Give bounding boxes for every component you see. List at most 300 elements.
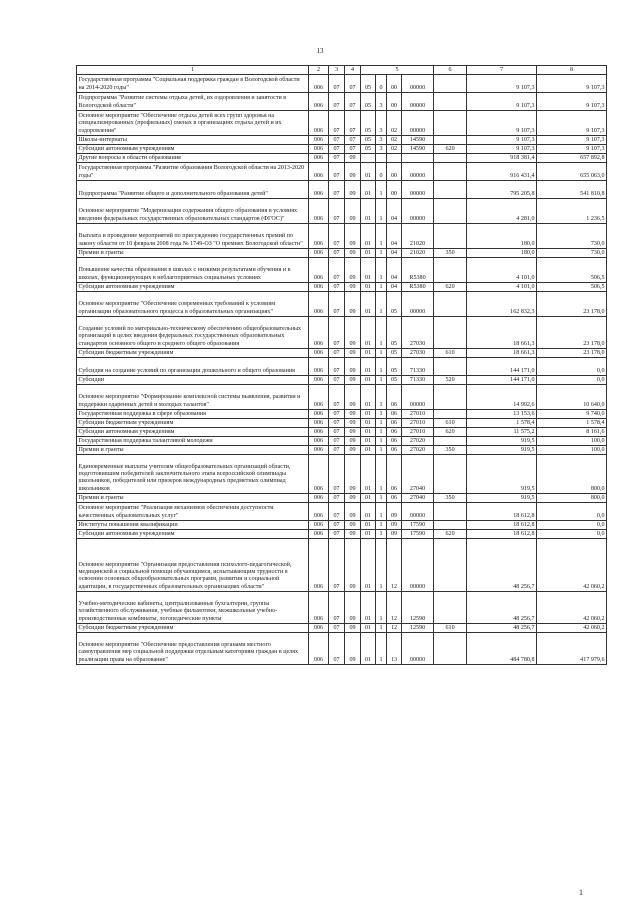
- target-code-part3-cell: 05: [387, 292, 402, 317]
- row-name-cell: Субсидии автономным учреждениям: [77, 145, 309, 154]
- section-code-cell: 07: [329, 136, 345, 145]
- ministry-code-cell: 006: [309, 181, 329, 199]
- target-code-part4-cell: 71330: [402, 376, 434, 385]
- amount-second-year-cell: 0,0: [537, 376, 607, 385]
- ministry-code-cell: 006: [309, 376, 329, 385]
- table-row: [77, 624, 607, 633]
- amount-first-year-cell: 9 107,3: [467, 111, 537, 136]
- target-code-part3-cell: 04: [387, 258, 402, 283]
- subsection-code-cell: 09: [345, 358, 361, 376]
- row-name-cell: Субсидии автономным учреждениям: [77, 428, 309, 437]
- expense-type-cell: [434, 633, 467, 665]
- amount-second-year-cell: 730,0: [537, 224, 607, 249]
- target-code-part2-cell: [376, 154, 387, 163]
- amount-second-year-cell: 9 107,3: [537, 145, 607, 154]
- subsection-code-cell: 09: [345, 633, 361, 665]
- ministry-code-cell: 006: [309, 154, 329, 163]
- amount-second-year-cell: 0,0: [537, 503, 607, 521]
- subsection-code-cell: 09: [345, 428, 361, 437]
- amount-first-year-cell: 144 171,0: [467, 376, 537, 385]
- table-row: [77, 224, 607, 249]
- amount-second-year-cell: 1 236,5: [537, 199, 607, 224]
- table-row: [77, 446, 607, 455]
- ministry-code-cell: 006: [309, 145, 329, 154]
- table-row: [77, 349, 607, 358]
- row-name-cell: Субсидии бюджетным учреждениям: [77, 624, 309, 633]
- row-name-cell: Премии и гранты: [77, 446, 309, 455]
- expense-type-cell: 520: [434, 376, 467, 385]
- amount-first-year-cell: 162 832,3: [467, 292, 537, 317]
- expense-type-cell: [434, 410, 467, 419]
- table-row: [77, 503, 607, 521]
- ministry-code-cell: 006: [309, 93, 329, 111]
- subsection-code-cell: 09: [345, 437, 361, 446]
- subsection-code-cell: 09: [345, 530, 361, 539]
- target-code-part3-cell: 12: [387, 539, 402, 592]
- target-code-part4-cell: 17590: [402, 530, 434, 539]
- subsection-code-cell: 09: [345, 446, 361, 455]
- section-code-cell: 07: [329, 376, 345, 385]
- subsection-code-cell: 07: [345, 75, 361, 93]
- amount-first-year-cell: 4 281,0: [467, 199, 537, 224]
- ministry-code-cell: 006: [309, 317, 329, 349]
- target-code-part2-cell: 1: [376, 385, 387, 410]
- ministry-code-cell: 006: [309, 249, 329, 258]
- amount-first-year-cell: 9 107,3: [467, 145, 537, 154]
- section-code-cell: 07: [329, 521, 345, 530]
- target-code-part3-cell: [387, 154, 402, 163]
- target-code-part2-cell: 1: [376, 224, 387, 249]
- section-code-cell: 07: [329, 154, 345, 163]
- row-name-cell: Субсидия на создание условий по организации дошкольного и общего образования: [77, 358, 309, 376]
- section-code-cell: 07: [329, 410, 345, 419]
- table-row: [77, 530, 607, 539]
- target-code-part2-cell: 1: [376, 283, 387, 292]
- amount-second-year-cell: 506,5: [537, 258, 607, 283]
- target-code-part2-cell: 1: [376, 494, 387, 503]
- target-code-part2-cell: 1: [376, 530, 387, 539]
- amount-second-year-cell: 23 178,0: [537, 349, 607, 358]
- amount-second-year-cell: 417 979,6: [537, 633, 607, 665]
- target-code-part1-cell: 01: [361, 455, 376, 494]
- section-code-cell: 07: [329, 419, 345, 428]
- target-code-part1-cell: 01: [361, 633, 376, 665]
- amount-second-year-cell: 730,0: [537, 249, 607, 258]
- target-code-part4-cell: 27020: [402, 446, 434, 455]
- table-row: [77, 419, 607, 428]
- expense-type-cell: 350: [434, 249, 467, 258]
- amount-second-year-cell: 9 107,3: [537, 111, 607, 136]
- row-name-cell: Государственная поддержка в сфере образования: [77, 410, 309, 419]
- table-row: [77, 455, 607, 494]
- section-code-cell: 07: [329, 358, 345, 376]
- ministry-code-cell: 006: [309, 358, 329, 376]
- target-code-part1-cell: 05: [361, 75, 376, 93]
- table-row: [77, 410, 607, 419]
- table-row: [77, 249, 607, 258]
- section-code-cell: 07: [329, 317, 345, 349]
- target-code-part2-cell: 1: [376, 437, 387, 446]
- target-code-part2-cell: 1: [376, 317, 387, 349]
- ministry-code-cell: 006: [309, 521, 329, 530]
- expense-type-cell: [434, 154, 467, 163]
- section-code-cell: 07: [329, 224, 345, 249]
- target-code-part3-cell: 04: [387, 224, 402, 249]
- section-code-cell: 07: [329, 633, 345, 665]
- ministry-code-cell: 006: [309, 539, 329, 592]
- expense-type-cell: [434, 358, 467, 376]
- target-code-part3-cell: 02: [387, 111, 402, 136]
- amount-second-year-cell: 9 107,3: [537, 75, 607, 93]
- table-row: [77, 136, 607, 145]
- amount-second-year-cell: 9 740,0: [537, 410, 607, 419]
- amount-second-year-cell: 0,0: [537, 530, 607, 539]
- target-code-part1-cell: 01: [361, 539, 376, 592]
- target-code-part3-cell: 06: [387, 385, 402, 410]
- amount-second-year-cell: 23 178,0: [537, 292, 607, 317]
- table-body: [77, 75, 607, 665]
- row-name-cell: Субсидии: [77, 376, 309, 385]
- row-name-cell: Основное мероприятие "Модернизация содержания общего образования в условиях введения федеральных государственных образовательных стандартов (ФГОС)": [77, 199, 309, 224]
- amount-first-year-cell: 11 575,2: [467, 428, 537, 437]
- target-code-part1-cell: 01: [361, 530, 376, 539]
- budget-table: [76, 65, 607, 665]
- target-code-part2-cell: 1: [376, 539, 387, 592]
- target-code-part2-cell: 1: [376, 292, 387, 317]
- amount-second-year-cell: 9 107,3: [537, 136, 607, 145]
- section-code-cell: 07: [329, 111, 345, 136]
- column-header: 6: [434, 66, 467, 75]
- amount-second-year-cell: 506,5: [537, 283, 607, 292]
- target-code-part1-cell: 01: [361, 163, 376, 181]
- amount-first-year-cell: 4 101,0: [467, 283, 537, 292]
- ministry-code-cell: 006: [309, 633, 329, 665]
- subsection-code-cell: 07: [345, 93, 361, 111]
- table-row: [77, 592, 607, 624]
- expense-type-cell: 620: [434, 283, 467, 292]
- table-row: [77, 358, 607, 376]
- ministry-code-cell: 006: [309, 136, 329, 145]
- target-code-part4-cell: 27010: [402, 410, 434, 419]
- target-code-part2-cell: 1: [376, 249, 387, 258]
- target-code-part2-cell: 1: [376, 349, 387, 358]
- expense-type-cell: 350: [434, 446, 467, 455]
- target-code-part4-cell: 00000: [402, 199, 434, 224]
- target-code-part2-cell: 3: [376, 136, 387, 145]
- row-name-cell: Субсидии бюджетным учреждениям: [77, 419, 309, 428]
- target-code-part3-cell: 06: [387, 410, 402, 419]
- row-name-cell: Основное мероприятие "Обеспечение предоставления органами местного самоуправления мер социальной поддержки отдельным категориям граждан в целях реализации права на образование": [77, 633, 309, 665]
- target-code-part4-cell: 00000: [402, 385, 434, 410]
- amount-second-year-cell: 100,0: [537, 437, 607, 446]
- amount-first-year-cell: 18 612,8: [467, 521, 537, 530]
- section-code-cell: 07: [329, 145, 345, 154]
- target-code-part4-cell: 12590: [402, 624, 434, 633]
- target-code-part2-cell: 1: [376, 446, 387, 455]
- target-code-part4-cell: 00000: [402, 93, 434, 111]
- row-name-cell: Основное мероприятие "Обеспечение современных требований к условиям организации образовательного процесса в образовательных организациях": [77, 292, 309, 317]
- section-code-cell: 07: [329, 75, 345, 93]
- target-code-part4-cell: 00000: [402, 292, 434, 317]
- target-code-part1-cell: 01: [361, 437, 376, 446]
- amount-first-year-cell: 1 578,4: [467, 419, 537, 428]
- target-code-part4-cell: 12590: [402, 592, 434, 624]
- ministry-code-cell: 006: [309, 111, 329, 136]
- amount-first-year-cell: 180,0: [467, 249, 537, 258]
- target-code-part1-cell: 05: [361, 136, 376, 145]
- amount-first-year-cell: 919,5: [467, 446, 537, 455]
- subsection-code-cell: 09: [345, 292, 361, 317]
- target-code-part2-cell: 3: [376, 111, 387, 136]
- target-code-part2-cell: 0: [376, 163, 387, 181]
- target-code-part3-cell: 09: [387, 503, 402, 521]
- column-header: 8: [537, 66, 607, 75]
- page-number: 13: [316, 47, 324, 55]
- row-name-cell: Премии и гранты: [77, 494, 309, 503]
- amount-second-year-cell: 0,0: [537, 358, 607, 376]
- row-name-cell: Основное мероприятие "Реализация механизмов обеспечения доступности качественных образовательных услуг": [77, 503, 309, 521]
- target-code-part1-cell: [361, 154, 376, 163]
- subsection-code-cell: 09: [345, 539, 361, 592]
- subsection-code-cell: 09: [345, 349, 361, 358]
- amount-first-year-cell: 919,5: [467, 494, 537, 503]
- column-header: 7: [467, 66, 537, 75]
- target-code-part4-cell: 71330: [402, 358, 434, 376]
- amount-first-year-cell: 14 992,6: [467, 385, 537, 410]
- target-code-part2-cell: 1: [376, 358, 387, 376]
- ministry-code-cell: 006: [309, 437, 329, 446]
- subsection-code-cell: 09: [345, 624, 361, 633]
- target-code-part1-cell: 05: [361, 93, 376, 111]
- row-name-cell: Подпрограмма "Развитие общего и дополнительного образования детей": [77, 181, 309, 199]
- target-code-part2-cell: 1: [376, 503, 387, 521]
- subsection-code-cell: 09: [345, 385, 361, 410]
- expense-type-cell: [434, 539, 467, 592]
- target-code-part4-cell: 00000: [402, 181, 434, 199]
- section-code-cell: 07: [329, 503, 345, 521]
- table-row: [77, 181, 607, 199]
- amount-second-year-cell: 657 892,8: [537, 154, 607, 163]
- target-code-part1-cell: 05: [361, 111, 376, 136]
- subsection-code-cell: 09: [345, 376, 361, 385]
- table-row: [77, 376, 607, 385]
- target-code-part3-cell: 06: [387, 437, 402, 446]
- ministry-code-cell: 006: [309, 428, 329, 437]
- amount-first-year-cell: 18 661,3: [467, 349, 537, 358]
- target-code-part2-cell: 3: [376, 93, 387, 111]
- ministry-code-cell: 006: [309, 292, 329, 317]
- amount-second-year-cell: 42 060,2: [537, 624, 607, 633]
- section-code-cell: 07: [329, 292, 345, 317]
- target-code-part4-cell: 27010: [402, 419, 434, 428]
- expense-type-cell: 620: [434, 530, 467, 539]
- target-code-part3-cell: 06: [387, 428, 402, 437]
- amount-first-year-cell: 18 661,3: [467, 317, 537, 349]
- target-code-part3-cell: 00: [387, 163, 402, 181]
- expense-type-cell: 620: [434, 145, 467, 154]
- subsection-code-cell: 09: [345, 154, 361, 163]
- subsection-code-cell: 09: [345, 419, 361, 428]
- target-code-part4-cell: 27040: [402, 494, 434, 503]
- target-code-part2-cell: 1: [376, 199, 387, 224]
- ministry-code-cell: 006: [309, 624, 329, 633]
- target-code-part3-cell: 04: [387, 283, 402, 292]
- column-header: 5: [361, 66, 434, 75]
- row-name-cell: Государственная программа "Социальная поддержка граждан в Вологодской области на 2014-2020 годы": [77, 75, 309, 93]
- subsection-code-cell: 07: [345, 145, 361, 154]
- ministry-code-cell: 006: [309, 446, 329, 455]
- target-code-part1-cell: 01: [361, 317, 376, 349]
- expense-type-cell: 610: [434, 349, 467, 358]
- section-code-cell: 07: [329, 494, 345, 503]
- table-row: [77, 283, 607, 292]
- target-code-part2-cell: 1: [376, 624, 387, 633]
- table-row: [77, 521, 607, 530]
- expense-type-cell: [434, 224, 467, 249]
- target-code-part4-cell: 14590: [402, 136, 434, 145]
- target-code-part2-cell: 1: [376, 410, 387, 419]
- target-code-part2-cell: 1: [376, 258, 387, 283]
- expense-type-cell: [434, 111, 467, 136]
- target-code-part1-cell: 01: [361, 503, 376, 521]
- amount-first-year-cell: 9 107,3: [467, 75, 537, 93]
- target-code-part3-cell: 09: [387, 530, 402, 539]
- target-code-part3-cell: 06: [387, 494, 402, 503]
- ministry-code-cell: 006: [309, 349, 329, 358]
- target-code-part1-cell: 01: [361, 199, 376, 224]
- target-code-part1-cell: 05: [361, 145, 376, 154]
- ministry-code-cell: 006: [309, 410, 329, 419]
- target-code-part1-cell: 01: [361, 410, 376, 419]
- amount-second-year-cell: 9 107,3: [537, 93, 607, 111]
- amount-second-year-cell: 100,0: [537, 446, 607, 455]
- target-code-part3-cell: 02: [387, 136, 402, 145]
- ministry-code-cell: 006: [309, 455, 329, 494]
- expense-type-cell: [434, 292, 467, 317]
- row-name-cell: Основное мероприятие "Формирование комплексной системы выявления, развития и поддержки одаренных детей и молодых талантов": [77, 385, 309, 410]
- expense-type-cell: [434, 317, 467, 349]
- target-code-part4-cell: 00000: [402, 75, 434, 93]
- amount-second-year-cell: 8 161,6: [537, 428, 607, 437]
- target-code-part1-cell: 01: [361, 446, 376, 455]
- amount-second-year-cell: 10 640,0: [537, 385, 607, 410]
- expense-type-cell: [434, 455, 467, 494]
- target-code-part4-cell: 00000: [402, 633, 434, 665]
- target-code-part1-cell: 01: [361, 224, 376, 249]
- amount-first-year-cell: 919,5: [467, 455, 537, 494]
- target-code-part4-cell: 27020: [402, 437, 434, 446]
- target-code-part3-cell: 02: [387, 145, 402, 154]
- row-name-cell: Субсидии бюджетным учреждениям: [77, 349, 309, 358]
- expense-type-cell: [434, 181, 467, 199]
- amount-second-year-cell: 0,0: [537, 521, 607, 530]
- target-code-part3-cell: 00: [387, 75, 402, 93]
- column-header: 4: [345, 66, 361, 75]
- amount-first-year-cell: 144 171,0: [467, 358, 537, 376]
- subsection-code-cell: 09: [345, 410, 361, 419]
- subsection-code-cell: 09: [345, 592, 361, 624]
- target-code-part4-cell: 17590: [402, 521, 434, 530]
- amount-first-year-cell: 9 107,3: [467, 93, 537, 111]
- table-row: [77, 154, 607, 163]
- target-code-part3-cell: 12: [387, 624, 402, 633]
- target-code-part1-cell: 01: [361, 292, 376, 317]
- expense-type-cell: [434, 503, 467, 521]
- amount-first-year-cell: 4 101,0: [467, 258, 537, 283]
- subsection-code-cell: 09: [345, 163, 361, 181]
- ministry-code-cell: 006: [309, 75, 329, 93]
- ministry-code-cell: 006: [309, 530, 329, 539]
- target-code-part2-cell: 1: [376, 376, 387, 385]
- subsection-code-cell: 09: [345, 317, 361, 349]
- target-code-part4-cell: 21020: [402, 224, 434, 249]
- ministry-code-cell: 006: [309, 419, 329, 428]
- table-row: [77, 539, 607, 592]
- amount-first-year-cell: 180,0: [467, 224, 537, 249]
- target-code-part1-cell: 01: [361, 249, 376, 258]
- subsection-code-cell: 07: [345, 136, 361, 145]
- column-header: 3: [329, 66, 345, 75]
- target-code-part4-cell: [402, 154, 434, 163]
- ministry-code-cell: 006: [309, 494, 329, 503]
- target-code-part3-cell: 04: [387, 249, 402, 258]
- target-code-part4-cell: 00000: [402, 111, 434, 136]
- row-name-cell: Государственная поддержка талантливой молодежи: [77, 437, 309, 446]
- section-code-cell: 07: [329, 624, 345, 633]
- subsection-code-cell: 09: [345, 503, 361, 521]
- ministry-code-cell: 006: [309, 385, 329, 410]
- table-row: [77, 111, 607, 136]
- amount-second-year-cell: 1 578,4: [537, 419, 607, 428]
- target-code-part2-cell: 1: [376, 455, 387, 494]
- target-code-part2-cell: 1: [376, 633, 387, 665]
- section-code-cell: 07: [329, 385, 345, 410]
- target-code-part4-cell: 21020: [402, 249, 434, 258]
- expense-type-cell: 610: [434, 624, 467, 633]
- subsection-code-cell: 09: [345, 494, 361, 503]
- target-code-part2-cell: 1: [376, 592, 387, 624]
- target-code-part4-cell: 27040: [402, 455, 434, 494]
- target-code-part1-cell: 01: [361, 521, 376, 530]
- target-code-part4-cell: R5380: [402, 283, 434, 292]
- section-code-cell: 07: [329, 437, 345, 446]
- row-name-cell: Субсидии автономным учреждениям: [77, 530, 309, 539]
- amount-second-year-cell: 541 810,8: [537, 181, 607, 199]
- ministry-code-cell: 006: [309, 592, 329, 624]
- target-code-part1-cell: 01: [361, 624, 376, 633]
- section-code-cell: 07: [329, 539, 345, 592]
- amount-first-year-cell: 48 256,7: [467, 539, 537, 592]
- row-name-cell: Единовременные выплаты учителям общеобразовательных организаций области, подготовившим победителей заключительного этапа всероссийской олимпиады школьников, победителей или призеров международных предметных олимпиад школьников: [77, 455, 309, 494]
- target-code-part1-cell: 01: [361, 181, 376, 199]
- row-name-cell: Другие вопросы в области образования: [77, 154, 309, 163]
- amount-second-year-cell: 42 060,2: [537, 592, 607, 624]
- expense-type-cell: [434, 199, 467, 224]
- section-code-cell: 07: [329, 258, 345, 283]
- target-code-part3-cell: 12: [387, 592, 402, 624]
- expense-type-cell: [434, 93, 467, 111]
- subsection-code-cell: 09: [345, 258, 361, 283]
- section-code-cell: 07: [329, 455, 345, 494]
- target-code-part3-cell: 09: [387, 521, 402, 530]
- table-row: [77, 93, 607, 111]
- amount-second-year-cell: 800,0: [537, 455, 607, 494]
- expense-type-cell: [434, 258, 467, 283]
- target-code-part2-cell: 1: [376, 419, 387, 428]
- target-code-part1-cell: 01: [361, 376, 376, 385]
- table-row: [77, 75, 607, 93]
- amount-first-year-cell: 919,5: [467, 437, 537, 446]
